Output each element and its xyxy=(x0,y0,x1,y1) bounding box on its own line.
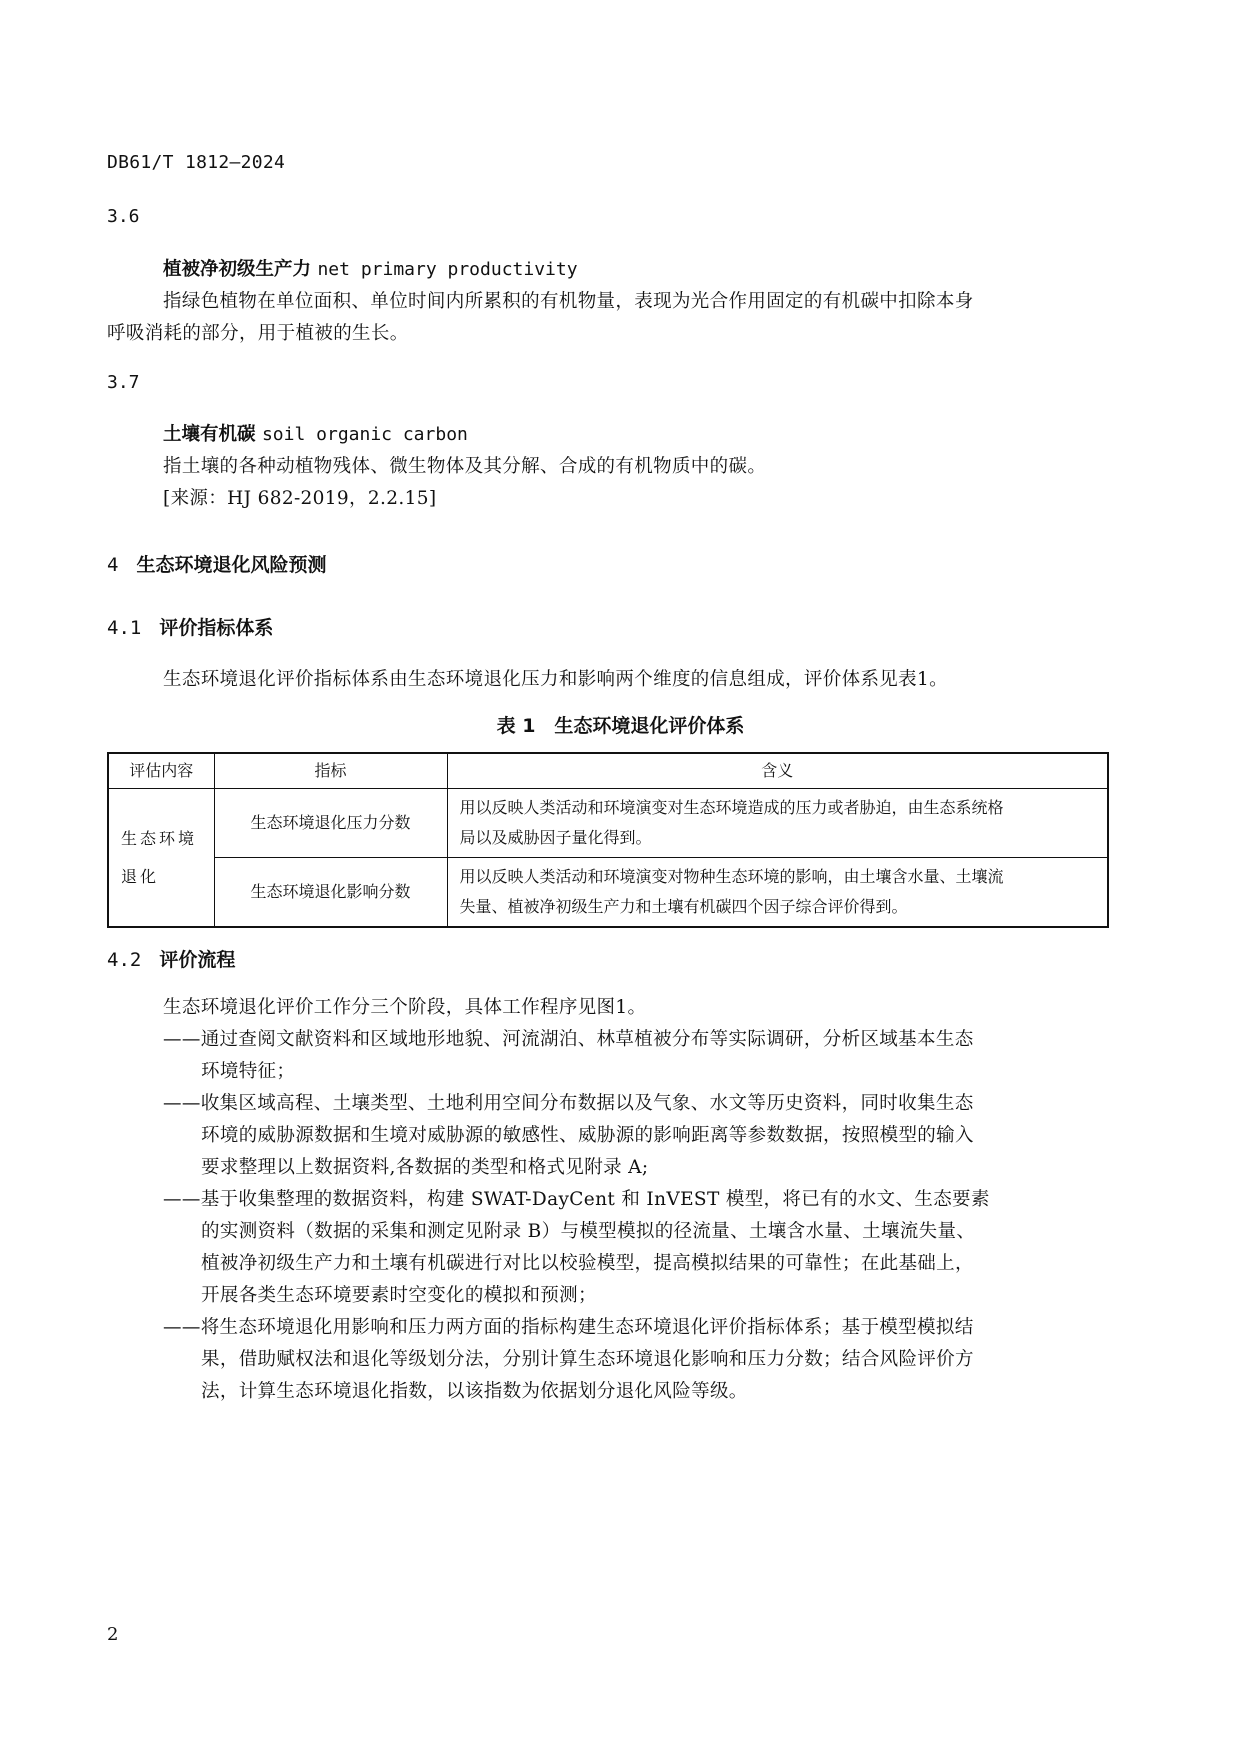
meaning-line: 用以反映人类活动和环境演变对生态环境造成的压力或者胁迫，由生态系统格 xyxy=(459,798,1004,817)
list-item-line: 环境特征； xyxy=(201,1061,296,1082)
paragraph: 生态环境退化评价指标体系由生态环境退化压力和影响两个维度的信息组成，评价体系见表1。 xyxy=(163,669,948,690)
section-heading-4 xyxy=(107,550,326,577)
list-item-line: ——收集区域高程、土壤类型、土地利用空间分布数据以及气象、水文等历史资料，同时收集生态 xyxy=(163,1093,974,1114)
term-en: soil organic carbon xyxy=(261,424,468,445)
section-number: 4 xyxy=(107,554,119,576)
section-title: 生态环境退化风险预测 xyxy=(136,554,327,576)
category-line: 退化 xyxy=(121,866,160,886)
list-item-line: 环境的威胁源数据和生境对威胁源的敏感性、威胁源的影响距离等参数数据，按照模型的输入 xyxy=(201,1125,974,1146)
table-header-cell: 含义 xyxy=(447,753,1108,789)
list-item-line: ——基于收集整理的数据资料，构建 SWAT-DayCent 和 InVEST 模型，将已有的水文、生态要素 xyxy=(163,1189,990,1210)
term-3-6 xyxy=(163,255,578,281)
paragraph: 生态环境退化评价工作分三个阶段，具体工作程序见图1。 xyxy=(163,997,647,1018)
category-line: 生态环境 xyxy=(121,828,198,848)
definition-line: 呼吸消耗的部分，用于植被的生长。 xyxy=(107,323,409,344)
table-header-cell: 评估内容 xyxy=(108,753,214,789)
list-item-line: ——将生态环境退化用影响和压力两方面的指标构建生态环境退化评价指标体系；基于模型模拟结 xyxy=(163,1317,974,1338)
term-3-7 xyxy=(163,420,468,446)
section-number: 4.1 xyxy=(107,617,142,639)
list-item-line: 法，计算生态环境退化指数，以该指数为依据划分退化风险等级。 xyxy=(201,1381,748,1402)
meaning-cell xyxy=(447,858,1108,928)
clause-number-3-7: 3.7 xyxy=(107,372,140,393)
source-citation: [来源：HJ 682-2019，2.2.15] xyxy=(163,488,437,509)
table-row xyxy=(108,858,1108,928)
meaning-cell xyxy=(447,789,1108,858)
category-cell xyxy=(108,789,214,928)
section-title: 评价指标体系 xyxy=(159,617,274,639)
table-header-cell: 指标 xyxy=(214,753,447,789)
term-zh: 植被净初级生产力 xyxy=(163,259,312,280)
table-header-row xyxy=(108,753,1108,789)
page-number: 2 xyxy=(107,1624,119,1645)
list-item-line: 开展各类生态环境要素时空变化的模拟和预测； xyxy=(201,1285,597,1306)
term-en: net primary productivity xyxy=(317,259,578,280)
list-item-line: 的实测资料（数据的采集和测定见附录 B）与模型模拟的径流量、土壤含水量、土壤流失量、 xyxy=(201,1221,976,1242)
list-item-line: 植被净初级生产力和土壤有机碳进行对比以校验模型，提高模拟结果的可靠性；在此基础上， xyxy=(201,1253,974,1274)
evaluation-table xyxy=(107,752,1109,928)
term-zh: 土壤有机碳 xyxy=(163,424,256,445)
clause-number-3-6: 3.6 xyxy=(107,206,140,227)
section-heading-4-1 xyxy=(107,613,273,640)
indicator-cell: 生态环境退化影响分数 xyxy=(214,858,447,928)
list-item-line: 果，借助赋权法和退化等级划分法，分别计算生态环境退化影响和压力分数；结合风险评价方 xyxy=(201,1349,974,1370)
section-heading-4-2 xyxy=(107,945,235,972)
meaning-line: 失量、植被净初级生产力和土壤有机碳四个因子综合评价得到。 xyxy=(459,897,908,916)
definition-line: 指绿色植物在单位面积、单位时间内所累积的有机物量，表现为光合作用固定的有机碳中扣除本身 xyxy=(163,291,974,312)
section-title: 评价流程 xyxy=(159,949,236,971)
meaning-line: 局以及威胁因子量化得到。 xyxy=(459,828,652,847)
table-row xyxy=(108,789,1108,858)
indicator-cell: 生态环境退化压力分数 xyxy=(214,789,447,858)
table-caption: 表 1 生态环境退化评价体系 xyxy=(496,715,745,737)
list-item-line: 要求整理以上数据资料,各数据的类型和格式见附录 A; xyxy=(201,1157,649,1178)
definition-line: 指土壤的各种动植物残体、微生物体及其分解、合成的有机物质中的碳。 xyxy=(163,456,767,477)
document-code: DB61/T 1812—2024 xyxy=(107,152,286,173)
list-item-line: ——通过查阅文献资料和区域地形地貌、河流湖泊、林草植被分布等实际调研，分析区域基本生态 xyxy=(163,1029,974,1050)
meaning-line: 用以反映人类活动和环境演变对物种生态环境的影响，由土壤含水量、土壤流 xyxy=(459,867,1004,886)
section-number: 4.2 xyxy=(107,949,142,971)
